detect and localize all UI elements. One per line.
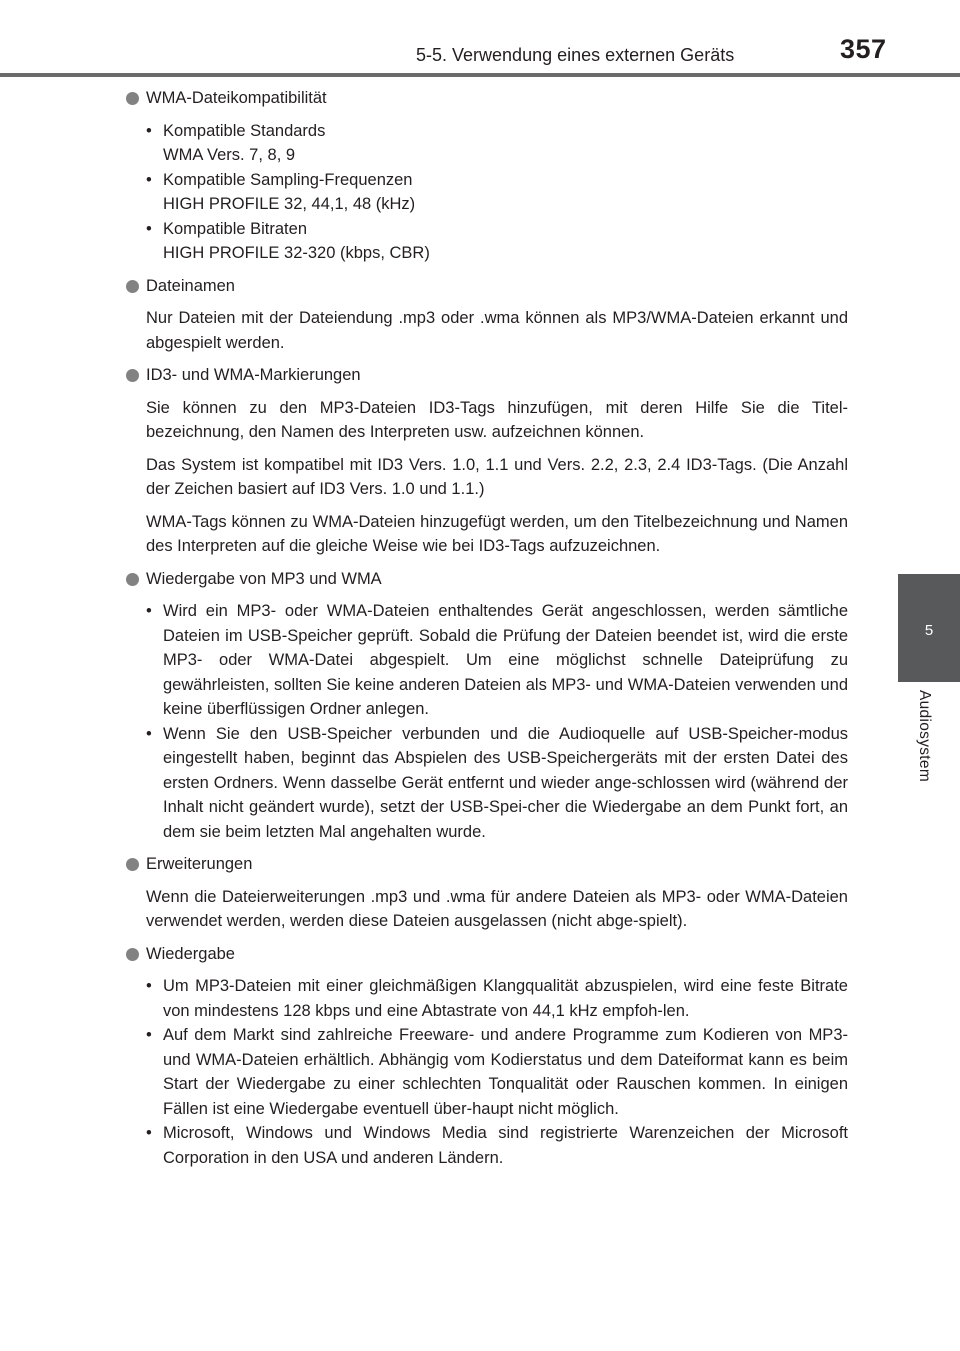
circle-bullet-icon	[126, 573, 139, 586]
heading-text: ID3- und WMA-Markierungen	[146, 366, 361, 384]
chapter-tab	[898, 574, 960, 682]
section-heading	[126, 274, 848, 299]
header-divider	[0, 73, 960, 77]
chapter-label: Audiosystem	[916, 690, 933, 783]
list-item-text: Auf dem Markt sind zahlreiche Freeware- und andere Programme zum Kodieren von MP3- und WMA-Dateien erhältlich. Abhängig vom Kodierstatus und dem Dateiformat kann es beim Start der Wiedergabe zu einer schlechten Tonqualität oder Rauschen kommen. In einigen Fällen ist eine Wiedergabe eventuell über-haupt nicht möglich.	[163, 1026, 848, 1118]
bullet-dot-icon: •	[146, 219, 152, 238]
list-item	[146, 974, 848, 1023]
list-item	[146, 1023, 848, 1121]
spec-list	[126, 119, 848, 266]
section-title: 5-5. Verwendung eines externen Geräts	[416, 45, 735, 65]
list-item-text: Microsoft, Windows und Windows Media sind registrierte Warenzeichen der Microsoft Corporation in den USA und anderen Ländern.	[163, 1124, 848, 1167]
list-item-text: Um MP3-Dateien mit einer gleichmäßigen Klangqualität abzuspielen, wird eine feste Bitrate von mindestens 128 kbps und eine Abtastrate von 44,1 kHz empfoh-len.	[163, 977, 848, 1020]
heading-text: Dateinamen	[146, 276, 235, 295]
circle-bullet-icon	[126, 948, 139, 961]
page-header	[0, 0, 960, 80]
list-item	[146, 119, 848, 168]
list-item	[146, 217, 848, 266]
bullet-dot-icon: •	[146, 724, 152, 743]
bullet-dot-icon: •	[146, 121, 152, 140]
bullet-dot-icon: •	[146, 1124, 152, 1142]
section-heading	[126, 567, 848, 592]
bullet-list	[126, 974, 848, 1170]
paragraph: Das System ist kompatibel mit ID3 Vers. 1.0, 1.1 und Vers. 2.2, 2.3, 2.4 ID3-Tags. (Die Anzahl der Zeichen basiert auf ID3 Vers. 1.0 und 1.1.)	[146, 455, 848, 498]
section-heading	[126, 363, 848, 388]
section-playback-mp3-wma	[126, 567, 848, 845]
list-item	[146, 599, 848, 722]
circle-bullet-icon	[126, 280, 139, 293]
bullet-list	[126, 599, 848, 844]
spec-value: HIGH PROFILE 32-320 (kbps, CBR)	[163, 244, 430, 262]
section-wma-compatibility	[126, 86, 848, 266]
chapter-number: 5	[924, 622, 934, 639]
spec-label: Kompatible Bitraten	[163, 219, 307, 238]
bullet-dot-icon: •	[146, 170, 152, 189]
list-item	[146, 1121, 848, 1170]
bullet-dot-icon: •	[146, 977, 152, 995]
list-item	[146, 168, 848, 217]
paragraph: Wenn die Dateierweiterungen .mp3 und .wma für andere Dateien als MP3- oder WMA-Dateien verwendet werden, werden diese Dateien ausgelassen (nicht abge-spielt).	[146, 887, 848, 930]
section-playback	[126, 942, 848, 1171]
circle-bullet-icon	[126, 369, 139, 382]
paragraph: WMA-Tags können zu WMA-Dateien hinzugefügt werden, um den Titelbezeichnung und Namen des Interpreten auf die gleiche Weise wie bei ID3-Tags aufzuzeichnen.	[146, 512, 848, 555]
list-item-text: Wenn Sie den USB-Speicher verbunden und die Audioquelle auf USB-Speicher-modus eingestellt haben, beginnt das Abspielen des USB-Speichergeräts mit der ersten Datei des ersten Ordners. Wenn dasselbe Gerät entfernt und wieder ange-schlossen wird (während der Inhalt nicht geändert wurde), setzt der USB-Spei-cher die Wiedergabe an dem Punkt fort, an dem sie beim letzten Mal angehalten wurde.	[163, 724, 848, 841]
list-item	[146, 722, 848, 845]
paragraph: Nur Dateien mit der Dateiendung .mp3 oder .wma können als MP3/WMA-Dateien erkannt und abgespielt werden.	[146, 309, 848, 352]
heading-text: WMA-Dateikompatibilität	[146, 89, 327, 107]
section-heading	[126, 852, 848, 877]
section-extensions	[126, 852, 848, 934]
heading-text: Wiedergabe	[146, 944, 235, 963]
section-heading	[126, 86, 848, 111]
spec-value: HIGH PROFILE 32, 44,1, 48 (kHz)	[163, 195, 416, 213]
list-item-text: Wird ein MP3- oder WMA-Dateien enthaltendes Gerät angeschlossen, werden sämtliche Dateien im USB-Speicher geprüft. Sobald die Prüfung der Dateien beendet ist, wird die erste MP3- oder WMA-Datei abgespielt. Um eine möglichst schnelle Dateiprüfung zu gewährleisten, sollten Sie keine anderen Dateien als MP3- und WMA-Dateien verwenden und keine überflüssigen Ordner anlegen.	[163, 602, 848, 718]
section-heading	[126, 942, 848, 967]
page-number: 357	[840, 34, 887, 64]
paragraph: Sie können zu den MP3-Dateien ID3-Tags hinzufügen, mit deren Hilfe Sie die Titel-bezeichnung, den Namen des Interpreten usw. aufzeichnen können.	[146, 398, 848, 441]
spec-label: Kompatible Sampling-Frequenzen	[163, 170, 413, 189]
bullet-dot-icon: •	[146, 1026, 152, 1044]
heading-text: Wiedergabe von MP3 und WMA	[146, 569, 382, 588]
circle-bullet-icon	[126, 858, 139, 871]
bullet-dot-icon: •	[146, 602, 152, 620]
spec-label: Kompatible Standards	[163, 121, 326, 140]
page-content	[126, 86, 848, 1178]
heading-text: Erweiterungen	[146, 855, 253, 873]
section-filenames	[126, 274, 848, 356]
section-id3-tags	[126, 363, 848, 559]
spec-value: WMA Vers. 7, 8, 9	[163, 146, 296, 164]
circle-bullet-icon	[126, 92, 139, 105]
